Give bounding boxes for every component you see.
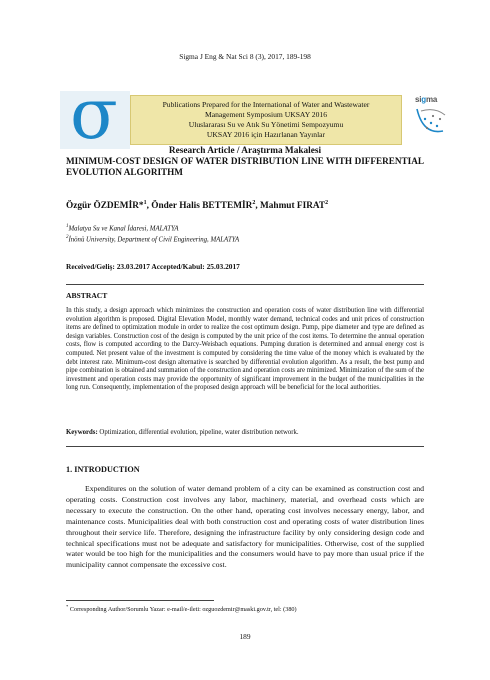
publication-line-4: UKSAY 2016 için Hazırlanan Yayınlar (206, 130, 326, 139)
journal-reference: Sigma J Eng & Nat Sci 8 (3), 2017, 189-198 (179, 52, 311, 61)
author-list: Özgür ÖZDEMİR*$^1$, Önder Halis BETTEMİR$^2$, Mahmut FIRAT$^2$ (66, 200, 329, 212)
page-number: 189 (239, 632, 251, 641)
abstract-text: In this study, a design approach which minimizes the construction and operation costs of water distribution line with differential evolution algorithm is proposed. Digital Elevation Model, monthly water demand, technical codes and unit prices of construction items are defined to optimization module in order to realize the cost optimum design. Pump, pipe diameter and type are defined as design variables. Construction cost of the design is computed by the unit price of the cost items. To determine the annual operation costs, flow is computed according to the Darcy-Weisbach equations. Pumping duration is determined and annual energy cost is computed. Net present value of the investment is computed by considering the time value of the money which is evaluated by the debt interest rate. Minimum-cost design alternative is searched by differential evolution algorithm. As a result, the best pump and pipe combination is obtained and summation of the construction and operation costs are minimized. Minimization of the sum of the investment and operation costs may provide the opportunity of significant improvement in the budget of the municipalities in the long run. Consequently, implementation of the proposed design approach will be beneficial for the local authorities. (66, 307, 424, 392)
affiliation-1: $^1$Malatya Su ve Kanal İdaresi, MALATYA (66, 224, 179, 233)
publication-line-1: Publications Prepared for the International of Water and Wastewater (162, 100, 370, 109)
abstract-heading: ABSTRACT (66, 291, 108, 300)
author-3: Mahmut FIRAT (259, 201, 326, 212)
author-2: Önder Halis BETTEMİR (151, 201, 253, 212)
publication-line-3: Uluslararası Su ve Atık Su Yönetimi Sempozyumu (188, 120, 344, 129)
sigma-small-logo-icon (413, 95, 449, 139)
publication-line-2: Management Symposium UKSAY 2016 (205, 110, 327, 119)
author-1: Özgür ÖZDEMİR* (66, 201, 144, 212)
publication-info-box (130, 95, 402, 145)
received-accepted-dates: Received/Geliş: 23.03.2017 Accepted/Kabul: 25.03.2017 (66, 262, 240, 271)
sigma-glyph: σ (70, 73, 118, 155)
affiliation-2: $^2$İnönü University, Department of Civil Engineering, MALATYA (66, 235, 240, 244)
paper-title: MINIMUM-COST DESIGN OF WATER DISTRIBUTION LINE WITH DIFFERENTIAL EVOLUTION ALGORITHM (66, 156, 424, 177)
introduction-paragraph: Expenditures on the solution of water demand problem of a city can be examined as construction cost and operating costs. Construction cost involves any labor, machinery, material, and overhead costs which are necessary to execute the construction. On the other hand, operating cost involves necessary energy, labor, and maintenance costs. Municipalities deal with both construction cost and operating costs of water distribution lines throughout their service life. Therefore, designing the infrastructure facility by only considering design code and technical specifications must not be adequate and satisfactory for municipalities. Otherwise, cost of the supplied water would be too high for the municipalities and the consumers would have to pay more than usual price if the municipality cannot compensate the excessive cost. (66, 484, 424, 570)
abstract-bottom-rule (66, 446, 424, 447)
small-logo-text: sigma (415, 95, 438, 104)
sigma-letter-icon (60, 73, 130, 155)
keywords: Keywords: Optimization, differential evolution, pipeline, water distribution network. (66, 429, 299, 436)
article-type: Research Article / Araştırma Makalesi (168, 146, 322, 156)
section-heading: 1. INTRODUCTION (66, 465, 140, 474)
footnote-rule (66, 600, 214, 601)
abstract-top-rule (66, 284, 424, 285)
sigma-small-logo-graphic (413, 95, 449, 139)
footnote: * Corresponding Author/Sorumlu Yazar: e-mail/e-ileti: ozguozdemir@maski.gov.tr, tel: (380) (66, 604, 297, 614)
